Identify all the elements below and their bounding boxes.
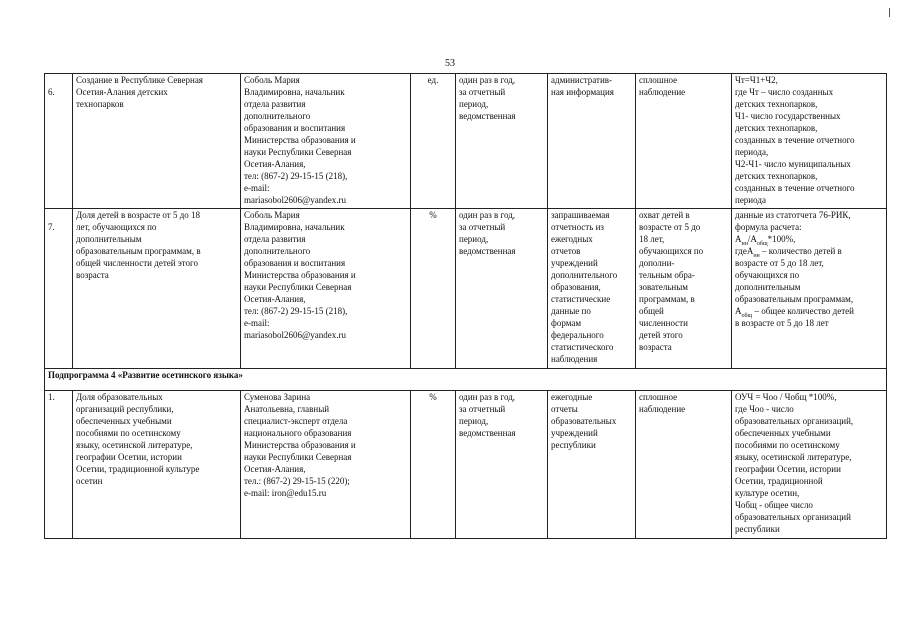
subprogram-row [45, 369, 887, 391]
data-source: административ- ная информация [548, 74, 636, 209]
unit-of-measure: ед. [411, 74, 456, 209]
responsible-person: Суменова Зарина Анатольевна, главный специалист-эксперт отдела национального образования Министерства образования и науки Республики Северная Осетия-Алания, тел.: (867-2) 29-15-15 (220); e-mail: iron@edu15.ru [241, 391, 411, 539]
responsible-person: Соболь Мария Владимировна, начальник отдела развития дополнительного образования и воспитания Министерства образования и науки Республики Северная Осетия-Алания, тел: (867-2) 29-15-15 (218), e-mail: mariasobol2606@yandex.ru [241, 209, 411, 369]
corner-mark [889, 8, 890, 17]
unit-of-measure: % [411, 209, 456, 369]
subprogram-title: Подпрограмма 4 «Развитие осетинского языка» [45, 369, 887, 391]
responsible-person: Соболь Мария Владимировна, начальник отдела развития дополнительного образования и воспитания Министерства образования и науки Республики Северная Осетия-Алания, тел: (867-2) 29-15-15 (218), e-mail: mariasobol2606@yandex.ru [241, 74, 411, 209]
calculation-formula: Чт=Ч1+Ч2, где Чт – число созданных детских технопарков, Ч1- число государственных детских технопарков, созданных в течение отчетного периода, Ч2-Ч1- число муниципальных детских технопарков, созданных в течение отчетного периода [732, 74, 887, 209]
collection-method: сплошное наблюдение [636, 74, 732, 209]
unit-of-measure: % [411, 391, 456, 539]
calculation-formula: ОУЧ = Чоо / Чобщ *100%, где Чоо - число образовательных организаций, обеспеченных учебными пособиями по осетинскому языку, осетинской литературе, географии Осетии, истории Осетии, традиционной культуре осетин, Чобщ - общее число образовательных организаций республики [732, 391, 887, 539]
row-number: 1. [45, 391, 73, 539]
table-row [45, 209, 887, 369]
page-number: 53 [445, 58, 455, 69]
indicator-table [44, 73, 887, 539]
indicator-name: Создание в Республике Северная Осетия-Алания детских технопарков [73, 74, 241, 209]
data-source: запрашиваемая отчетность из ежегодных отчетов учреждений дополнительного образования, статистические данные по формам федерального статистического наблюдения [548, 209, 636, 369]
indicator-name: Доля образовательных организаций республики, обеспеченных учебными пособиями по осетинскому языку, осетинской литературе, географии Осетии, истории Осетии, традиционной культуре осетин [73, 391, 241, 539]
table-row [45, 74, 887, 209]
indicator-name: Доля детей в возрасте от 5 до 18 лет, обучающихся по дополнительным образовательным программам, в общей численности детей этого возраста [73, 209, 241, 369]
calculation-formula: данные из статотчета 76-РИК, формула расчета: $А_{нн}/А_{общ}*100\%$, гдеА$_{нн}$ – количество детей в возрасте от 5 до 18 лет, обучающихся по дополнительным образовательным программам, $А_{общ}$ – общее количество детей в возрасте от 5 до 18 лет [732, 209, 887, 369]
frequency: один раз в год, за отчетный период, ведомственная [456, 391, 548, 539]
collection-method: охват детей в возрасте от 5 до 18 лет, обучающихся по дополни- тельным обра- зовательным программам, в общей численности детей этого возраста [636, 209, 732, 369]
collection-method: сплошное наблюдение [636, 391, 732, 539]
table-row [45, 391, 887, 539]
frequency: один раз в год, за отчетный период, ведомственная [456, 74, 548, 209]
frequency: один раз в год, за отчетный период, ведомственная [456, 209, 548, 369]
row-number: 6. [45, 74, 73, 209]
row-number: 7. [45, 209, 73, 369]
data-source: ежегодные отчеты образовательных учреждений республики [548, 391, 636, 539]
